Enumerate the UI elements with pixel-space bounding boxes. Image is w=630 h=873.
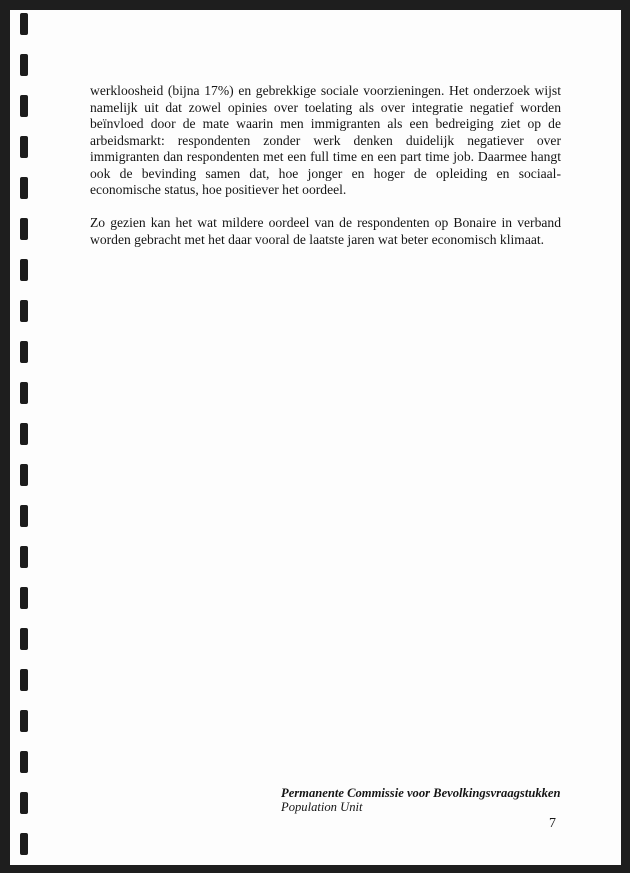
binding-hole-mark bbox=[20, 710, 28, 732]
document-page bbox=[10, 10, 621, 865]
binding-hole-mark bbox=[20, 13, 28, 35]
binding-hole-mark bbox=[20, 669, 28, 691]
binding-hole-mark bbox=[20, 546, 28, 568]
footer-organization: Permanente Commissie voor Bevolkingsvraagstukken bbox=[281, 786, 561, 800]
binding-hole-mark bbox=[20, 136, 28, 158]
page-number: 7 bbox=[549, 816, 556, 831]
paragraph: werkloosheid (bijna 17%) en gebrekkige sociale voorzieningen. Het onderzoek wijst namelijk uit dat zowel opinies over toelating als over integratie negatief worden beïnvloed door de mate waarin men immigranten als een bedreiging ziet op de arbeidsmarkt: respondenten zonder werk denken duidelijk negatiever over immigranten dan respondenten met een full time en een part time job. Daarmee hangt ook de bevinding samen dat, hoe jonger en hoger de opleiding en sociaal-economische status, hoe positiever het oordeel. bbox=[90, 83, 561, 197]
binding-hole-mark bbox=[20, 833, 28, 855]
binding-hole-mark bbox=[20, 751, 28, 773]
binding-hole-mark bbox=[20, 218, 28, 240]
binding-hole-mark bbox=[20, 54, 28, 76]
binding-hole-mark bbox=[20, 341, 28, 363]
binding-hole-mark bbox=[20, 464, 28, 486]
binding-hole-mark bbox=[20, 382, 28, 404]
binding-hole-mark bbox=[20, 423, 28, 445]
footer bbox=[281, 786, 561, 814]
paragraph: Zo gezien kan het wat mildere oordeel van de respondenten op Bonaire in verband worden gebracht met het daar vooral de laatste jaren wat beter economisch klimaat. bbox=[90, 215, 561, 247]
binding-hole-mark bbox=[20, 300, 28, 322]
binding-hole-mark bbox=[20, 792, 28, 814]
binding-hole-mark bbox=[20, 95, 28, 117]
footer-unit: Population Unit bbox=[281, 800, 363, 814]
binding-hole-mark bbox=[20, 628, 28, 650]
binding-hole-mark bbox=[20, 587, 28, 609]
binding-hole-mark bbox=[20, 505, 28, 527]
body-text bbox=[90, 83, 561, 265]
binding-hole-mark bbox=[20, 177, 28, 199]
binding-hole-mark bbox=[20, 259, 28, 281]
